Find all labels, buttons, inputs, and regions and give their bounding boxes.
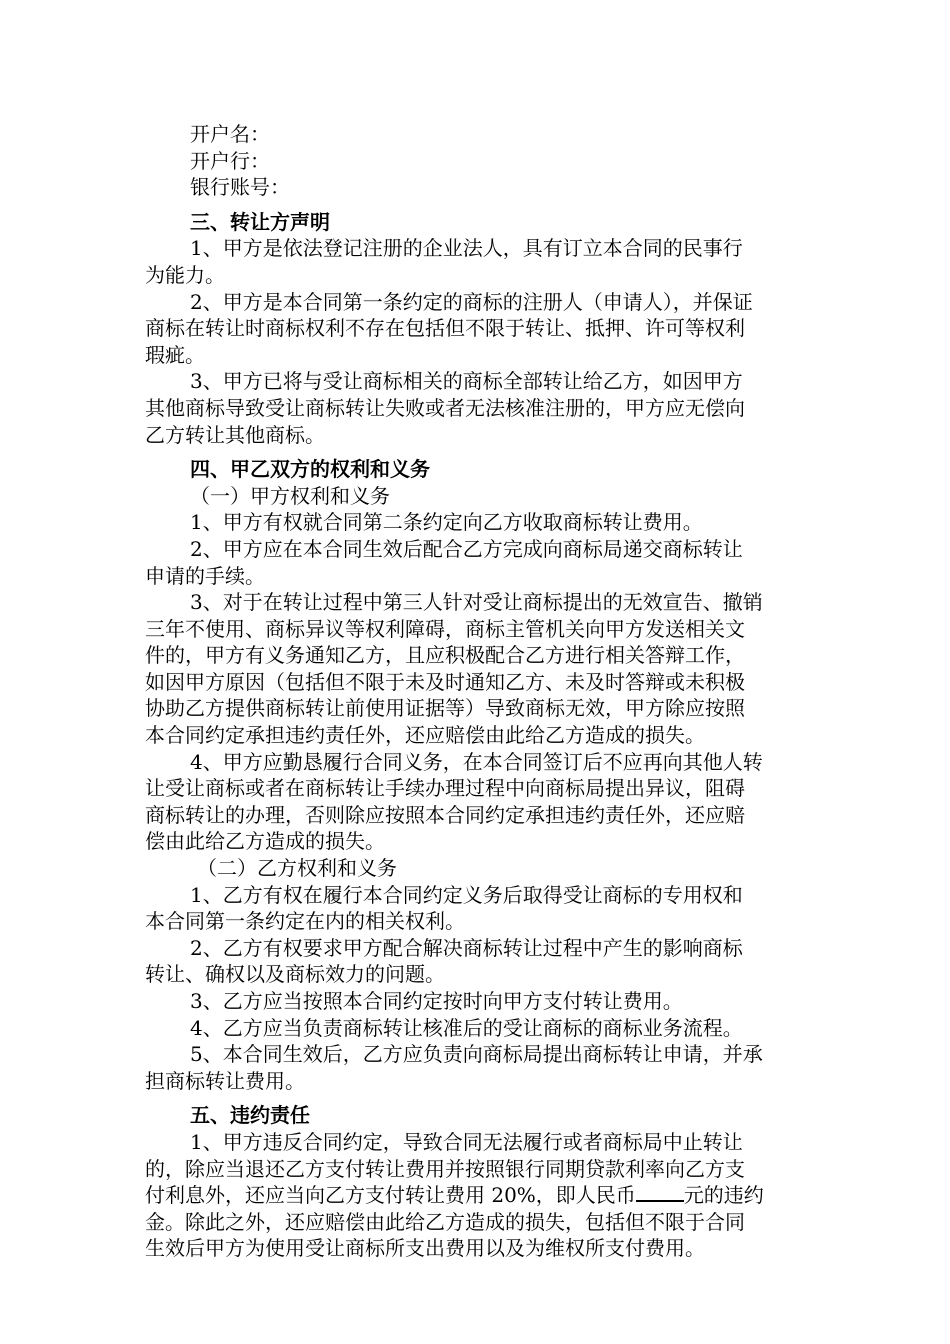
s5-p1-line-with-blank bbox=[145, 1182, 810, 1209]
s5-p1-line: 的，除应当退还乙方支付转让费用并按照银行同期贷款利率向乙方支 bbox=[145, 1156, 745, 1181]
s4-a3-line: 件的，甲方有义务通知乙方，且应积极配合乙方进行相关答辩工作， bbox=[145, 643, 745, 668]
s5-p1-text: 付利息外，还应当向乙方支付转让费用 20%，即人民币 bbox=[145, 1183, 636, 1208]
s4-b3-line: 3、乙方应当按照本合同约定按时向甲方支付转让费用。 bbox=[190, 989, 683, 1013]
s4-a3-line: 如因甲方原因（包括但不限于未及时通知乙方、未及时答辩或未积极 bbox=[145, 669, 745, 694]
s5-p1-line: 金。除此之外，还应赔偿由此给乙方造成的损失，包括但不限于合同 bbox=[145, 1209, 745, 1234]
s4-a3-line: 3、对于在转让过程中第三人针对受让商标提出的无效宣告、撤销 bbox=[190, 590, 763, 615]
s5-p1-text-after: 元的违约 bbox=[683, 1183, 764, 1208]
bank-name: 开户行： bbox=[190, 148, 270, 173]
s4-a3-line: 本合同约定承担违约责任外，还应赔偿由此给乙方造成的损失。 bbox=[145, 723, 705, 748]
section-5-title: 五、违约责任 bbox=[190, 1103, 310, 1128]
s4-b5-line: 5、本合同生效后，乙方应负责向商标局提出商标转让申请，并承 bbox=[190, 1042, 763, 1067]
s4-a1-line: 1、甲方有权就合同第二条约定向乙方收取商标转让费用。 bbox=[190, 510, 703, 535]
s3-p2-line: 2、甲方是本合同第一条约定的商标的注册人（申请人），并保证 bbox=[190, 289, 753, 314]
s4-a4-line: 让受让商标或者在商标转让手续办理过程中向商标局提出异议，阻碍 bbox=[145, 776, 745, 801]
document-page bbox=[145, 121, 810, 1262]
s3-p3-line: 其他商标导致受让商标转让失败或者无法核准注册的，甲方应无偿向 bbox=[145, 395, 745, 420]
s4-subheading-party-a: （一）甲方权利和义务 bbox=[190, 483, 390, 508]
amount-blank bbox=[636, 1182, 684, 1202]
section-4-title: 四、甲乙双方的权利和义务 bbox=[190, 457, 430, 482]
s4-a2-line: 2、甲方应在本合同生效后配合乙方完成向商标局递交商标转让 bbox=[190, 536, 743, 561]
s4-b2-line: 2、乙方有权要求甲方配合解决商标转让过程中产生的影响商标 bbox=[190, 935, 743, 960]
s5-p1-line: 1、甲方违反合同约定，导致合同无法履行或者商标局中止转让 bbox=[190, 1129, 743, 1154]
s5-p1-line: 生效后甲方为使用受让商标所支出费用以及为维权所支付费用。 bbox=[145, 1236, 705, 1261]
s4-b2-line: 转让、确权以及商标效力的问题。 bbox=[145, 962, 445, 987]
s3-p3-line: 乙方转让其他商标。 bbox=[145, 422, 325, 447]
s3-p2-line: 瑕疵。 bbox=[145, 342, 205, 367]
s4-b1-line: 1、乙方有权在履行本合同约定义务后取得受让商标的专用权和 bbox=[190, 882, 743, 907]
bank-account-number: 银行账号： bbox=[190, 175, 290, 200]
s3-p1-line: 1、甲方是依法登记注册的企业法人，具有订立本合同的民事行 bbox=[190, 236, 743, 261]
s3-p3-line: 3、甲方已将与受让商标相关的商标全部转让给乙方，如因甲方 bbox=[190, 369, 743, 394]
s3-p2-line: 商标在转让时商标权利不存在包括但不限于转让、抵押、许可等权利 bbox=[145, 316, 745, 341]
s4-subheading-party-b: （二）乙方权利和义务 bbox=[197, 856, 397, 881]
s4-b4-line: 4、乙方应当负责商标转让核准后的受让商标的商标业务流程。 bbox=[190, 1015, 743, 1040]
bank-account-name: 开户名： bbox=[190, 122, 270, 146]
section-3-title: 三、转让方声明 bbox=[190, 209, 330, 234]
s3-p1-line: 为能力。 bbox=[145, 262, 225, 287]
s4-b5-line: 担商标转让费用。 bbox=[145, 1068, 305, 1093]
s4-a4-line: 商标转让的办理，否则除应按照本合同约定承担违约责任外，还应赔 bbox=[145, 802, 745, 827]
s4-a4-line: 4、甲方应勤恳履行合同义务，在本合同签订后不应再向其他人转 bbox=[190, 749, 763, 774]
s4-a3-line: 三年不使用、商标异议等权利障碍，商标主管机关向甲方发送相关文 bbox=[145, 616, 745, 641]
s4-a4-line: 偿由此给乙方造成的损失。 bbox=[145, 829, 385, 854]
s4-b1-line: 本合同第一条约定在内的相关权利。 bbox=[145, 909, 465, 934]
s4-a3-line: 协助乙方提供商标转让前使用证据等）导致商标无效，甲方除应按照 bbox=[145, 696, 745, 721]
s4-a2-line: 申请的手续。 bbox=[145, 563, 265, 588]
